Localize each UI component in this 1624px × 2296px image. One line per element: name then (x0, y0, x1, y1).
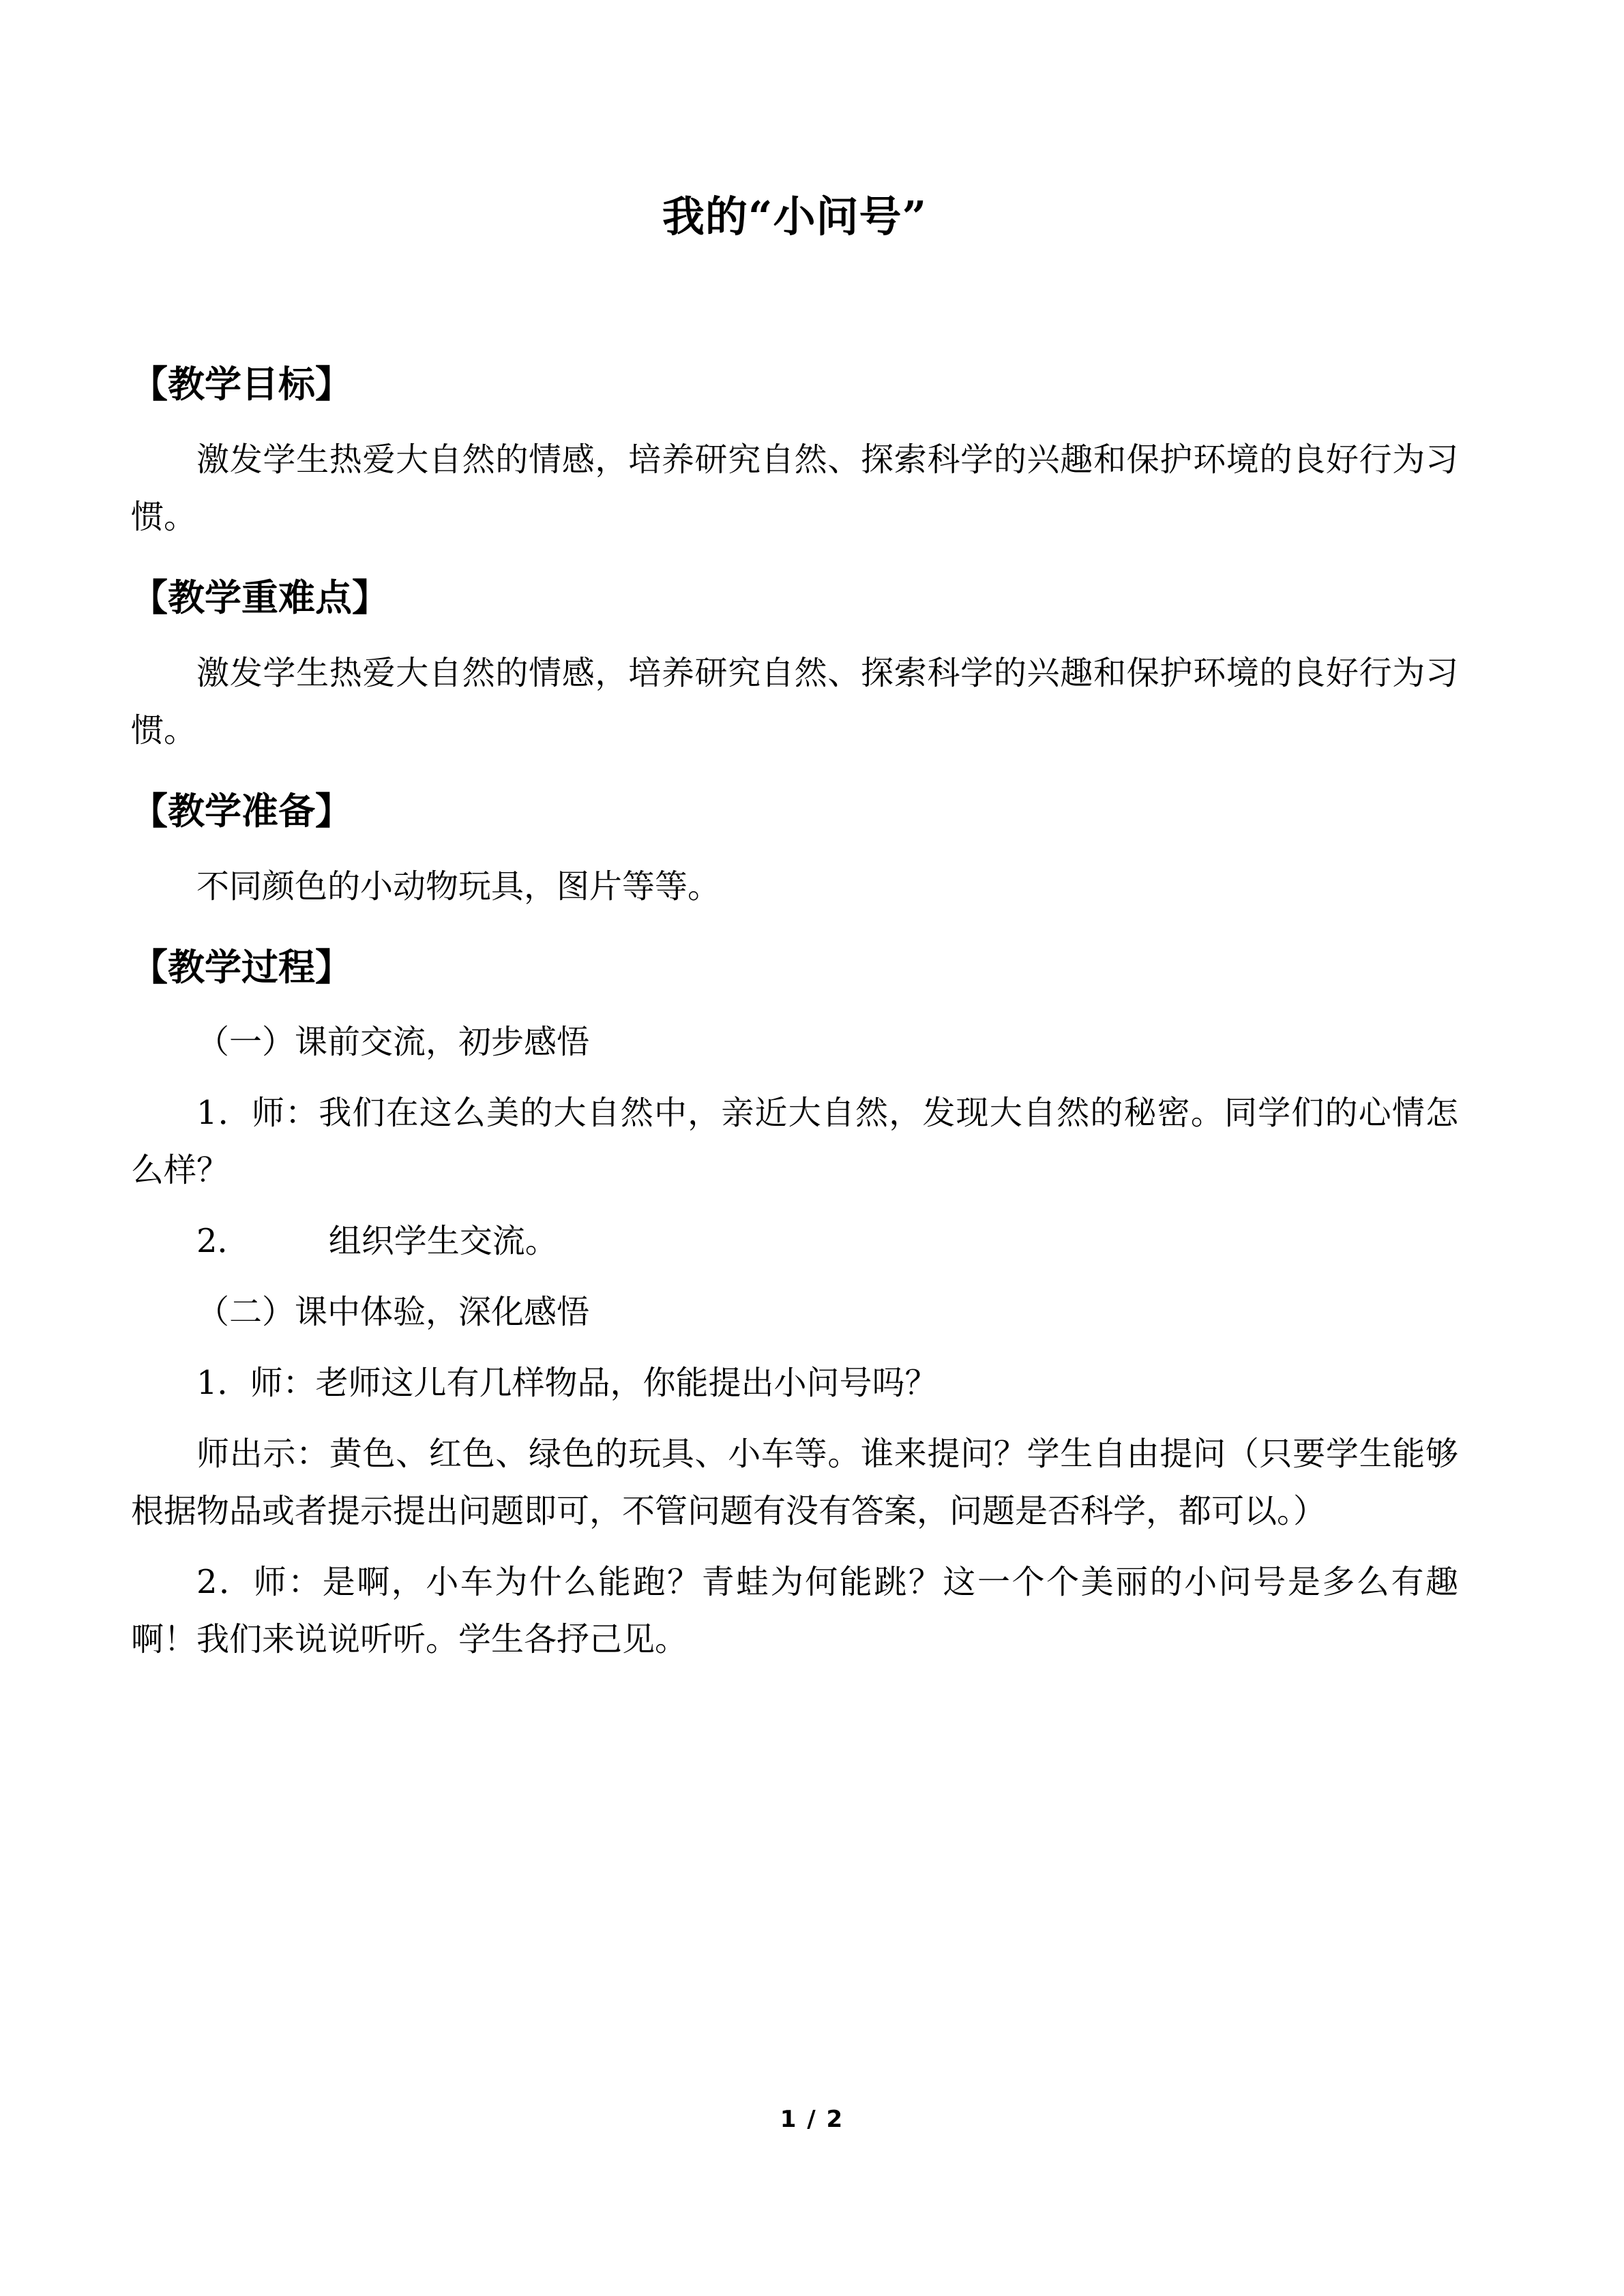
process-teacher-demo: 师出示：黄色、红色、绿色的玩具、小车等。谁来提问？学生自由提问（只要学生能够根据物品或者提示提出问题即可，不管问题有没有答案，问题是否科学，都可以。） (131, 1435, 1458, 1531)
section-paragraph-key-points: 激发学生热爱大自然的情感，培养研究自然、探索科学的兴趣和保护环境的良好行为习惯。 (131, 653, 1458, 749)
spacer (131, 620, 1458, 644)
spacer (131, 759, 1458, 789)
process-step-2-in-class: 2．师：是啊，小车为什么能跑？青蛙为何能跳？这一个个美丽的小问号是多么有趣啊！我们来说说听听。学生各抒己见。 (131, 1563, 1458, 1659)
page-title: 我的“小问号” (662, 192, 928, 241)
spacer (131, 1341, 1458, 1354)
spacer (131, 241, 1458, 362)
spacer (131, 989, 1458, 1013)
spacer (131, 546, 1458, 576)
process-step-in-class-heading: （二）课中体验，深化感悟 (196, 1293, 590, 1332)
section-paragraph-preparation: 不同颜色的小动物玩具，图片等等。 (196, 867, 721, 906)
document-body (131, 0, 1458, 1668)
section-paragraph-objectives: 激发学生热爱大自然的情感，培养研究自然、探索科学的兴趣和保护环境的良好行为习惯。 (131, 441, 1458, 537)
spacer (131, 1540, 1458, 1553)
process-step-2-pre-class (131, 1212, 1458, 1270)
process-step-1-pre-class: 1．师：我们在这么美的大自然中，亲近大自然，发现大自然的秘密。同学们的心情怎么样？ (131, 1094, 1458, 1190)
process-step-pre-class-heading: （一）课前交流，初步感悟 (196, 1023, 590, 1062)
spacer (131, 1071, 1458, 1084)
process-step-2-text: 组织学生交流。 (328, 1222, 558, 1261)
spacer (131, 1412, 1458, 1425)
spacer (131, 1199, 1458, 1212)
page-number-footer: 1 / 2 (780, 2106, 844, 2133)
section-heading-objectives: 【教学目标】 (131, 362, 352, 406)
spacer (131, 406, 1458, 431)
section-heading-process: 【教学过程】 (131, 944, 352, 989)
spacer (131, 915, 1458, 945)
section-heading-key-points: 【教学重难点】 (131, 576, 389, 620)
section-heading-preparation: 【教学准备】 (131, 788, 352, 833)
spacer (131, 833, 1458, 858)
process-step-1-in-class: 1．师：老师这儿有几样物品，你能提出小问号吗？ (196, 1364, 938, 1403)
process-step-2-number: 2． (196, 1222, 250, 1261)
spacer (131, 1270, 1458, 1283)
